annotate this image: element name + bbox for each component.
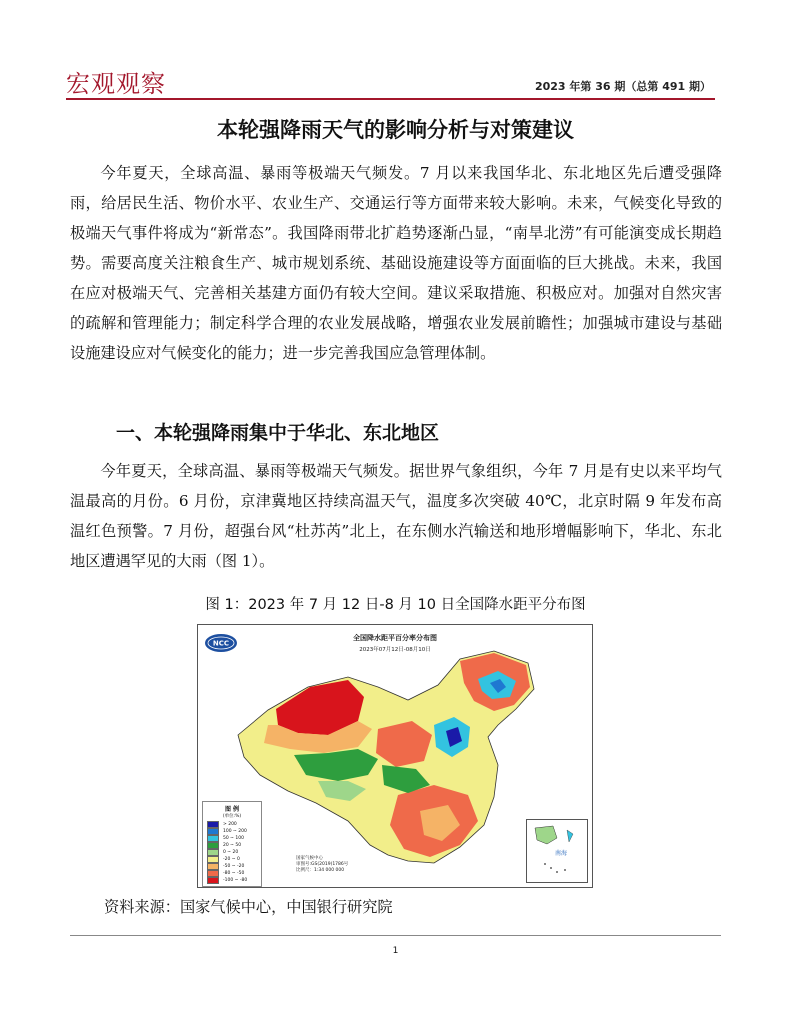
legend-row — [207, 842, 261, 849]
precipitation-map — [197, 624, 593, 888]
legend-title: 图 例 — [224, 806, 240, 813]
legend-swatch — [207, 842, 219, 849]
map-title: 全国降水距平百分率分布图 — [353, 634, 437, 642]
source-note: 资料来源：国家气候中心，中国银行研究院 — [104, 898, 393, 916]
legend-label: 50 ~ 100 — [223, 836, 244, 841]
legend-label: 20 ~ 50 — [223, 843, 242, 848]
brand-title: 宏观观察 — [66, 70, 166, 98]
page-number: 1 — [392, 946, 399, 956]
legend-swatch — [207, 870, 219, 877]
legend-row — [207, 835, 261, 842]
map-credit — [296, 856, 348, 874]
map-legend — [202, 801, 262, 887]
credit-scale: 比例尺：1:34 000 000 — [296, 868, 345, 873]
legend-row — [207, 870, 261, 877]
legend-row — [207, 877, 261, 884]
legend-row — [207, 856, 261, 863]
legend-label: 100 ~ 200 — [223, 829, 247, 834]
credit-org: 国家气候中心 — [296, 856, 323, 861]
section-paragraph: 今年夏天，全球高温、暴雨等极端天气频发。据世界气象组织，今年 7 月是有史以来平均气温最高的月份。6 月份，京津冀地区持续高温天气，温度多次突破 40℃，北京时隔 9 年发布高温红色预警。7 月份，超强台风“杜苏芮”北上，在东侧水汽输送和地形增幅影响下，华北、东北地区遭遇罕见的大雨（图 1）。 — [70, 462, 722, 570]
legend-label: -100 ~ -80 — [223, 878, 248, 883]
logo-text: NCC — [212, 639, 230, 648]
legend-label: > 200 — [223, 822, 237, 827]
legend-swatch — [207, 835, 219, 842]
map-dates: 2023年07月12日-08月10日 — [359, 647, 431, 653]
section-heading: 一、本轮强降雨集中于华北、东北地区 — [116, 422, 440, 444]
legend-swatch — [207, 863, 219, 870]
legend-row — [207, 863, 261, 870]
legend-label: -20 ~ 0 — [223, 857, 240, 862]
legend-swatch — [207, 856, 219, 863]
legend-row — [207, 828, 261, 835]
legend-label: -80 ~ -50 — [223, 871, 245, 876]
legend-swatch — [207, 821, 219, 828]
article-title: 本轮强降雨天气的影响分析与对策建议 — [217, 118, 574, 142]
inset-label: 南海 — [555, 850, 568, 857]
credit-map-number: 审图号:GS(2019)1786号 — [296, 862, 349, 867]
figure-caption: 图 1：2023 年 7 月 12 日-8 月 10 日全国降水距平分布图 — [205, 597, 586, 613]
header-divider — [66, 98, 715, 100]
legend-label: 0 ~ 20 — [223, 850, 239, 855]
legend-row — [207, 821, 261, 828]
legend-swatch — [207, 828, 219, 835]
intro-paragraph: 今年夏天，全球高温、暴雨等极端天气频发。7 月以来我国华北、东北地区先后遭受强降雨，给居民生活、物价水平、农业生产、交通运行等方面带来较大影响。未来，气候变化导致的极端天气事件将成为“新常态”。我国降雨带北扩趋势逐渐凸显，“南旱北涝”有可能演变成长期趋势。需要高度关注粮食生产、城市规划系统、基础设施建设等方面面临的巨大挑战。未来，我国在应对极端天气、完善相关基建方面仍有较大空间。建议采取措施、积极应对。加强对自然灾害的疏解和管理能力；制定科学合理的农业发展战略，增强农业发展前瞻性；加强城市建设与基础设施建设应对气候变化的能力；进一步完善我国应急管理体制。 — [70, 164, 722, 362]
issue-number: 2023 年第 36 期（总第 491 期） — [534, 80, 711, 93]
footer-divider — [70, 935, 721, 936]
legend-swatch — [207, 849, 219, 856]
legend-label: -50 ~ -20 — [223, 864, 245, 869]
legend-row — [207, 849, 261, 856]
legend-unit: (单位:%) — [222, 814, 242, 819]
legend-swatch — [207, 877, 219, 884]
south-china-sea-inset — [526, 819, 588, 883]
